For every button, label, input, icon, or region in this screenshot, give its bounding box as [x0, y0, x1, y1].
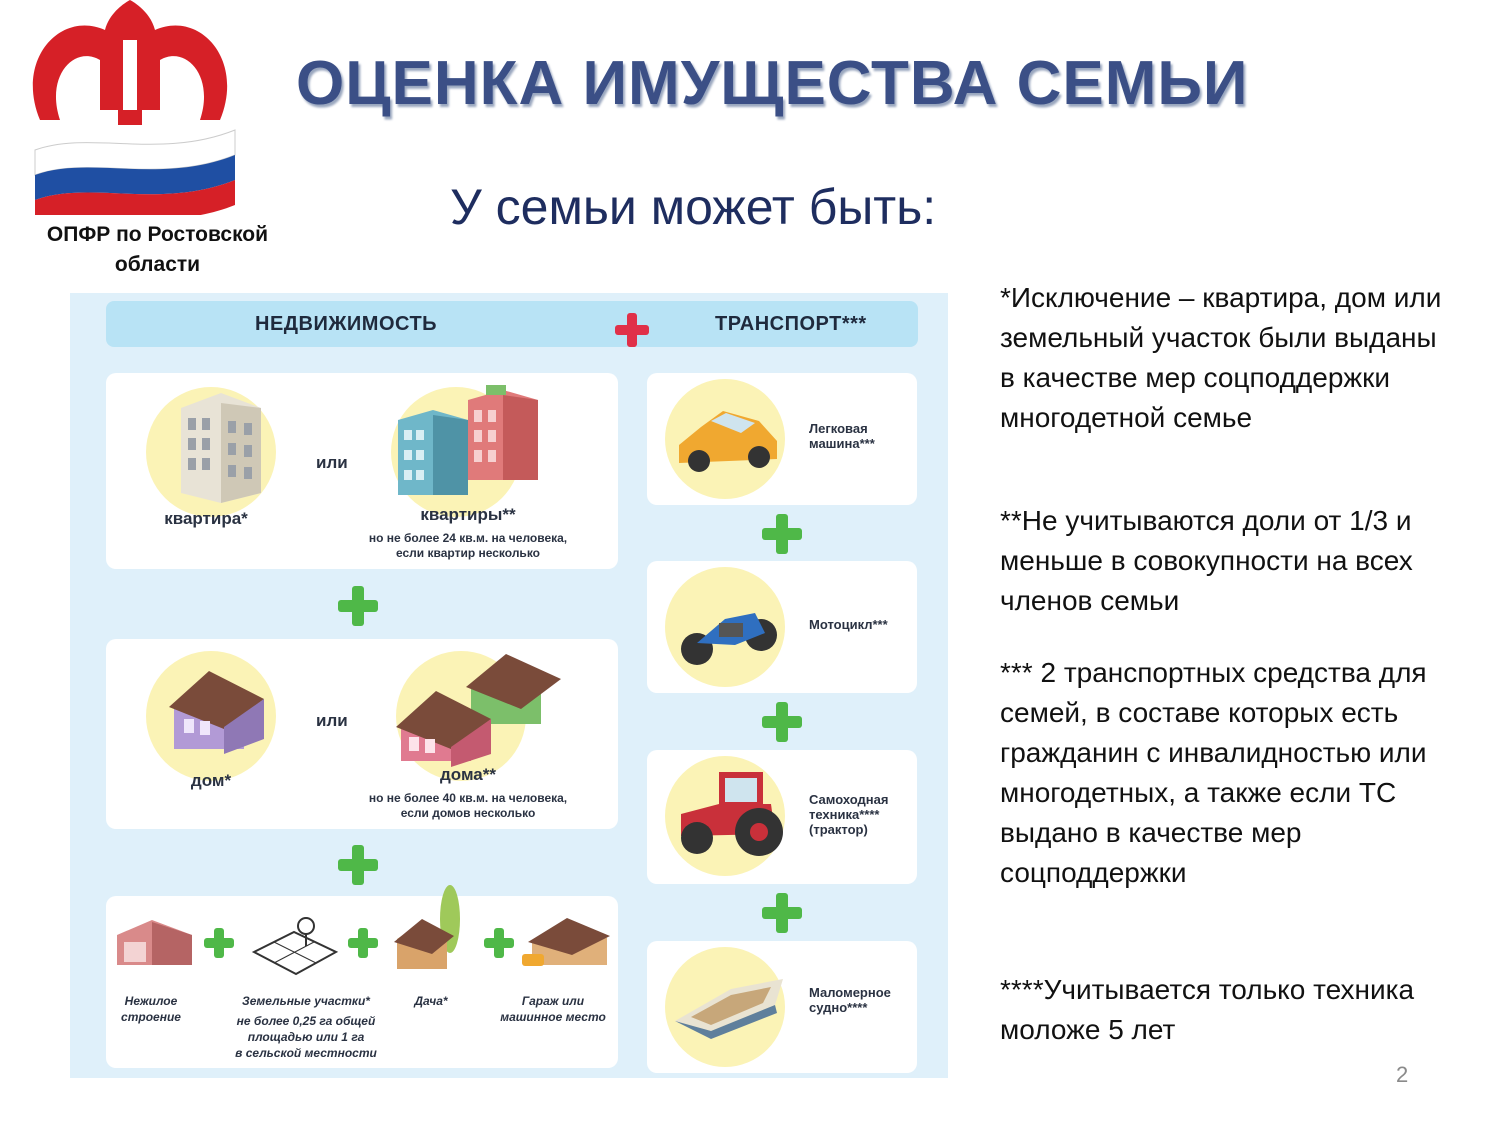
car-label-2: машина*** — [809, 436, 875, 451]
houses-note-1: но не более 40 кв.м. на человека, — [368, 791, 568, 805]
houses-label: дома** — [440, 765, 496, 784]
apartments-label: квартиры** — [420, 505, 516, 524]
house-label: дом* — [190, 771, 232, 790]
motorcycle-icon — [675, 583, 785, 678]
boat-label-1: Маломерное — [809, 985, 891, 1000]
houses-note-2: если домов несколько — [400, 806, 536, 820]
apartments-note-1: но не более 24 кв.м. на человека, — [368, 531, 568, 545]
dacha-label: Дача* — [414, 994, 448, 1008]
car-icon — [671, 397, 783, 482]
garage-label-2: машинное место — [500, 1010, 606, 1024]
apartments-note-2: если квартир несколько — [395, 546, 540, 560]
motorcycle-card — [647, 561, 917, 693]
plus-green-icon — [760, 700, 804, 744]
non-residential-label-1: Нежилое — [124, 994, 178, 1008]
or-label-2: или — [316, 711, 348, 730]
tractor-label-1: Самоходная — [809, 792, 889, 807]
non-residential-building-icon — [112, 910, 194, 975]
header-transport: ТРАНСПОРТ*** — [715, 313, 867, 335]
land-plot-label-4: в сельской местности — [235, 1046, 377, 1060]
house-icon — [164, 669, 274, 764]
plus-green-icon — [760, 891, 804, 935]
plus-red-icon — [615, 313, 649, 347]
apartment-label: квартира* — [164, 509, 248, 528]
page-title: ОЦЕНКА ИМУЩЕСТВА СЕМЬИ — [296, 49, 1249, 118]
note-3: *** 2 транспортных средства для семей, в составе которых есть гражданин с инвалидностью или многодетных, а также если ТС выдано в качестве мер соцподдержки — [1000, 657, 1427, 888]
car-label-1: Легковая — [809, 421, 868, 436]
boat-icon — [671, 969, 787, 1044]
apartment-building-icon — [176, 393, 266, 508]
dacha-icon — [392, 884, 472, 979]
apartments-card — [106, 373, 618, 569]
car-card — [647, 373, 917, 505]
land-plot-label-3: площадью или 1 га — [247, 1030, 365, 1044]
tractor-label-3: (трактор) — [809, 822, 868, 837]
boat-label-2: судно**** — [809, 1000, 868, 1015]
logo-caption: ОПФР по Ростовской области — [46, 223, 269, 276]
land-plot-map-icon — [246, 912, 342, 987]
tractor-card — [647, 750, 917, 884]
non-residential-label-2: строение — [121, 1010, 181, 1024]
houses-icon — [391, 649, 561, 774]
property-infographic — [70, 293, 948, 1078]
pfr-logo — [20, 0, 240, 215]
note-4: ****Учитывается только техника моложе 5 лет — [1000, 974, 1415, 1045]
plus-green-icon — [482, 926, 516, 960]
motorcycle-label: Мотоцикл*** — [809, 617, 888, 632]
garage-label-1: Гараж или — [521, 994, 585, 1008]
plus-green-icon — [346, 926, 380, 960]
plus-green-icon — [336, 584, 380, 628]
houses-card — [106, 639, 618, 829]
or-label: или — [316, 453, 348, 472]
garage-icon — [522, 910, 612, 977]
land-plot-label-1: Земельные участки* — [242, 994, 370, 1008]
note-1: *Исключение – квартира, дом или земельный участок были выданы в качестве мер соцподдержки многодетной семье — [1000, 282, 1442, 433]
note-2: **Не учитываются доли от 1/3 и меньше в совокупности на всех членов семьи — [1000, 505, 1413, 616]
header-realty: НЕДВИЖИМОСТЬ — [255, 313, 438, 335]
plus-green-icon — [760, 512, 804, 556]
other-property-card — [106, 896, 618, 1068]
tractor-icon — [675, 764, 791, 869]
apartment-buildings-icon — [388, 385, 548, 505]
page-number: 2 — [1396, 1062, 1409, 1087]
page-subtitle: У семьи может быть: — [450, 179, 937, 235]
tractor-label-2: техника**** — [809, 807, 880, 822]
plus-green-icon — [336, 843, 380, 887]
boat-card — [647, 941, 917, 1073]
land-plot-label-2: не более 0,25 га общей — [236, 1014, 376, 1028]
plus-green-icon — [202, 926, 236, 960]
